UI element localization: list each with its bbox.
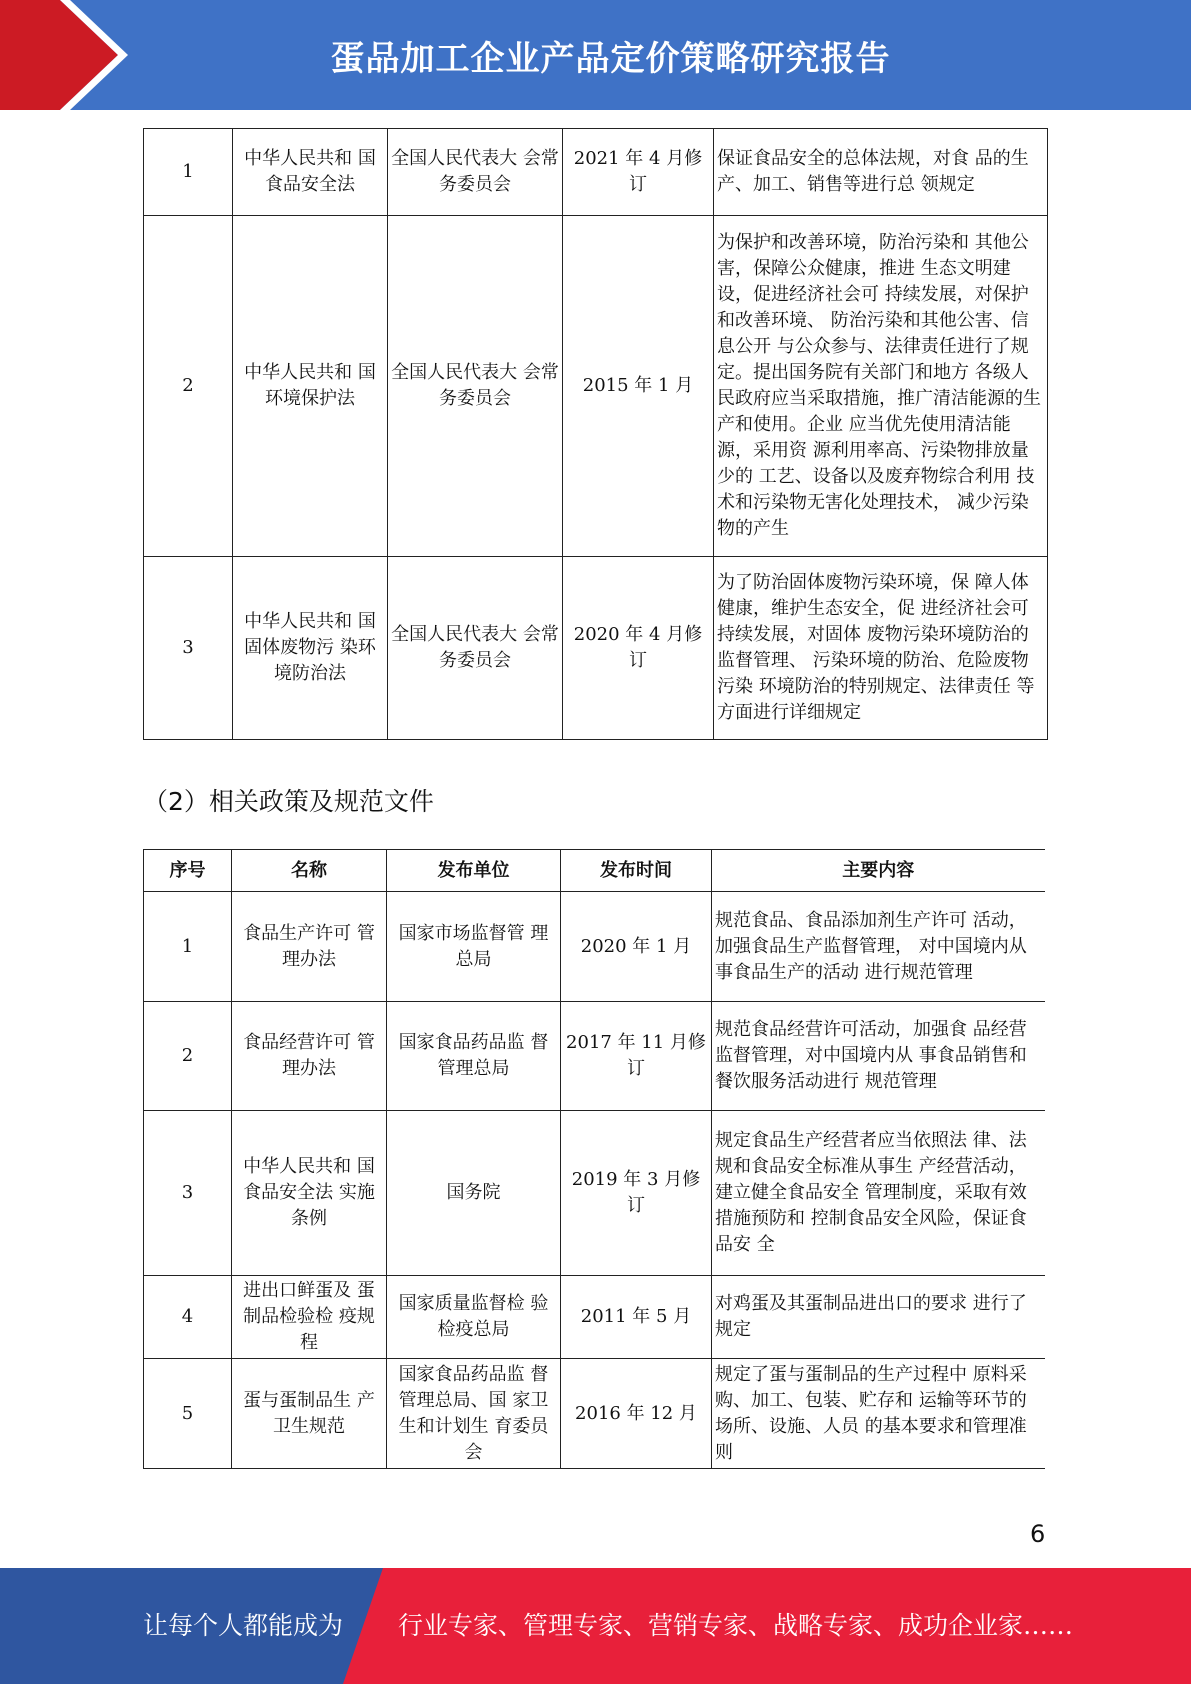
laws-table <box>143 128 1048 740</box>
row-number: 3 <box>144 1111 232 1276</box>
footer-slogan-left: 让每个人都能成为 <box>143 1611 344 1640</box>
table-header-row <box>144 850 1045 892</box>
row-number: 3 <box>144 557 233 740</box>
law-name: 中华人民共和 国食品安全法 <box>233 129 388 216</box>
section-heading: （2）相关政策及规范文件 <box>143 787 434 816</box>
issuer: 国务院 <box>387 1111 561 1276</box>
row-number: 1 <box>144 892 232 1002</box>
main-content: 规定了蛋与蛋制品的生产过程中 原料采购、加工、包装、贮存和 运输等环节的场所、设施、人员 的基本要求和管理准则 <box>712 1359 1045 1469</box>
table-row <box>144 1276 1045 1359</box>
issue-date: 2015 年 1 月 <box>563 216 714 557</box>
issuer: 国家食品药品监 督管理总局 <box>387 1002 561 1111</box>
issuer: 国家食品药品监 督管理总局、国 家卫生和计划生 育委员会 <box>387 1359 561 1469</box>
issue-date: 2020 年 4 月修订 <box>563 557 714 740</box>
issue-date: 2017 年 11 月修订 <box>561 1002 712 1111</box>
issue-date: 2020 年 1 月 <box>561 892 712 1002</box>
table-row <box>144 557 1048 740</box>
row-number: 2 <box>144 216 233 557</box>
header-banner <box>0 0 1191 110</box>
policy-name: 食品经营许可 管理办法 <box>232 1002 387 1111</box>
table-row <box>144 892 1045 1002</box>
policy-table <box>143 849 1045 1469</box>
main-content: 为了防治固体废物污染环境，保 障人体健康，维护生态安全，促 进经济社会可持续发展，对固体 废物污染环境防治的监督管理、 污染环境的防治、危险废物污染 环境防治的特别规定、法律责任 等方面进行详细规定 <box>714 557 1048 740</box>
issuer: 全国人民代表大 会常务委员会 <box>388 216 563 557</box>
table-row <box>144 1002 1045 1111</box>
column-header: 序号 <box>144 850 232 892</box>
column-header: 发布时间 <box>561 850 712 892</box>
row-number: 1 <box>144 129 233 216</box>
row-number: 2 <box>144 1002 232 1111</box>
table-row <box>144 129 1048 216</box>
issuer: 国家质量监督检 验检疫总局 <box>387 1276 561 1359</box>
main-content: 为保护和改善环境，防治污染和 其他公害，保障公众健康，推进 生态文明建设，促进经济社会可 持续发展，对保护和改善环境、 防治污染和其他公害、信息公开 与公众参与、法律责任进行了规 定。提出国务院有关部门和地方 各级人民政府应当采取措施，推广清洁能源的生产和使用。企业 应当优先使用清洁能源，采用资 源利用率高、污染物排放量少的 工艺、设备以及废弃物综合利用 技术和污染物无害化处理技术， 减少污染物的产生 <box>714 216 1048 557</box>
row-number: 5 <box>144 1359 232 1469</box>
law-name: 中华人民共和 国固体废物污 染环境防治法 <box>233 557 388 740</box>
main-content: 保证食品安全的总体法规，对食 品的生产、加工、销售等进行总 领规定 <box>714 129 1048 216</box>
issuer: 全国人民代表大 会常务委员会 <box>388 557 563 740</box>
header-red-chevron <box>0 0 150 110</box>
column-header: 主要内容 <box>712 850 1045 892</box>
policy-name: 食品生产许可 管理办法 <box>232 892 387 1002</box>
issue-date: 2021 年 4 月修订 <box>563 129 714 216</box>
footer-slogan-right: 行业专家、管理专家、营销专家、战略专家、成功企业家…… <box>398 1611 1074 1640</box>
table-row <box>144 1359 1045 1469</box>
table-row <box>144 216 1048 557</box>
table-row <box>144 1111 1045 1276</box>
main-content: 规范食品、食品添加剂生产许可 活动，加强食品生产监督管理， 对中国境内从事食品生产的活动 进行规范管理 <box>712 892 1045 1002</box>
issuer: 全国人民代表大 会常务委员会 <box>388 129 563 216</box>
main-content: 规范食品经营许可活动，加强食 品经营监督管理，对中国境内从 事食品销售和餐饮服务活动进行 规范管理 <box>712 1002 1045 1111</box>
report-title: 蛋品加工企业产品定价策略研究报告 <box>330 38 891 79</box>
column-header: 发布单位 <box>387 850 561 892</box>
column-header: 名称 <box>232 850 387 892</box>
policy-name: 中华人民共和 国食品安全法 实施条例 <box>232 1111 387 1276</box>
main-content: 对鸡蛋及其蛋制品进出口的要求 进行了规定 <box>712 1276 1045 1359</box>
issue-date: 2011 年 5 月 <box>561 1276 712 1359</box>
issue-date: 2019 年 3 月修订 <box>561 1111 712 1276</box>
policy-name: 蛋与蛋制品生 产卫生规范 <box>232 1359 387 1469</box>
page-number: 6 <box>1030 1520 1046 1548</box>
main-content: 规定食品生产经营者应当依照法 律、法规和食品安全标准从事生 产经营活动，建立健全食品安全 管理制度，采取有效措施预防和 控制食品安全风险，保证食品安 全 <box>712 1111 1045 1276</box>
issuer: 国家市场监督管 理总局 <box>387 892 561 1002</box>
law-name: 中华人民共和 国环境保护法 <box>233 216 388 557</box>
policy-name: 进出口鲜蛋及 蛋制品检验检 疫规程 <box>232 1276 387 1359</box>
issue-date: 2016 年 12 月 <box>561 1359 712 1469</box>
footer-banner <box>0 1568 1191 1684</box>
row-number: 4 <box>144 1276 232 1359</box>
